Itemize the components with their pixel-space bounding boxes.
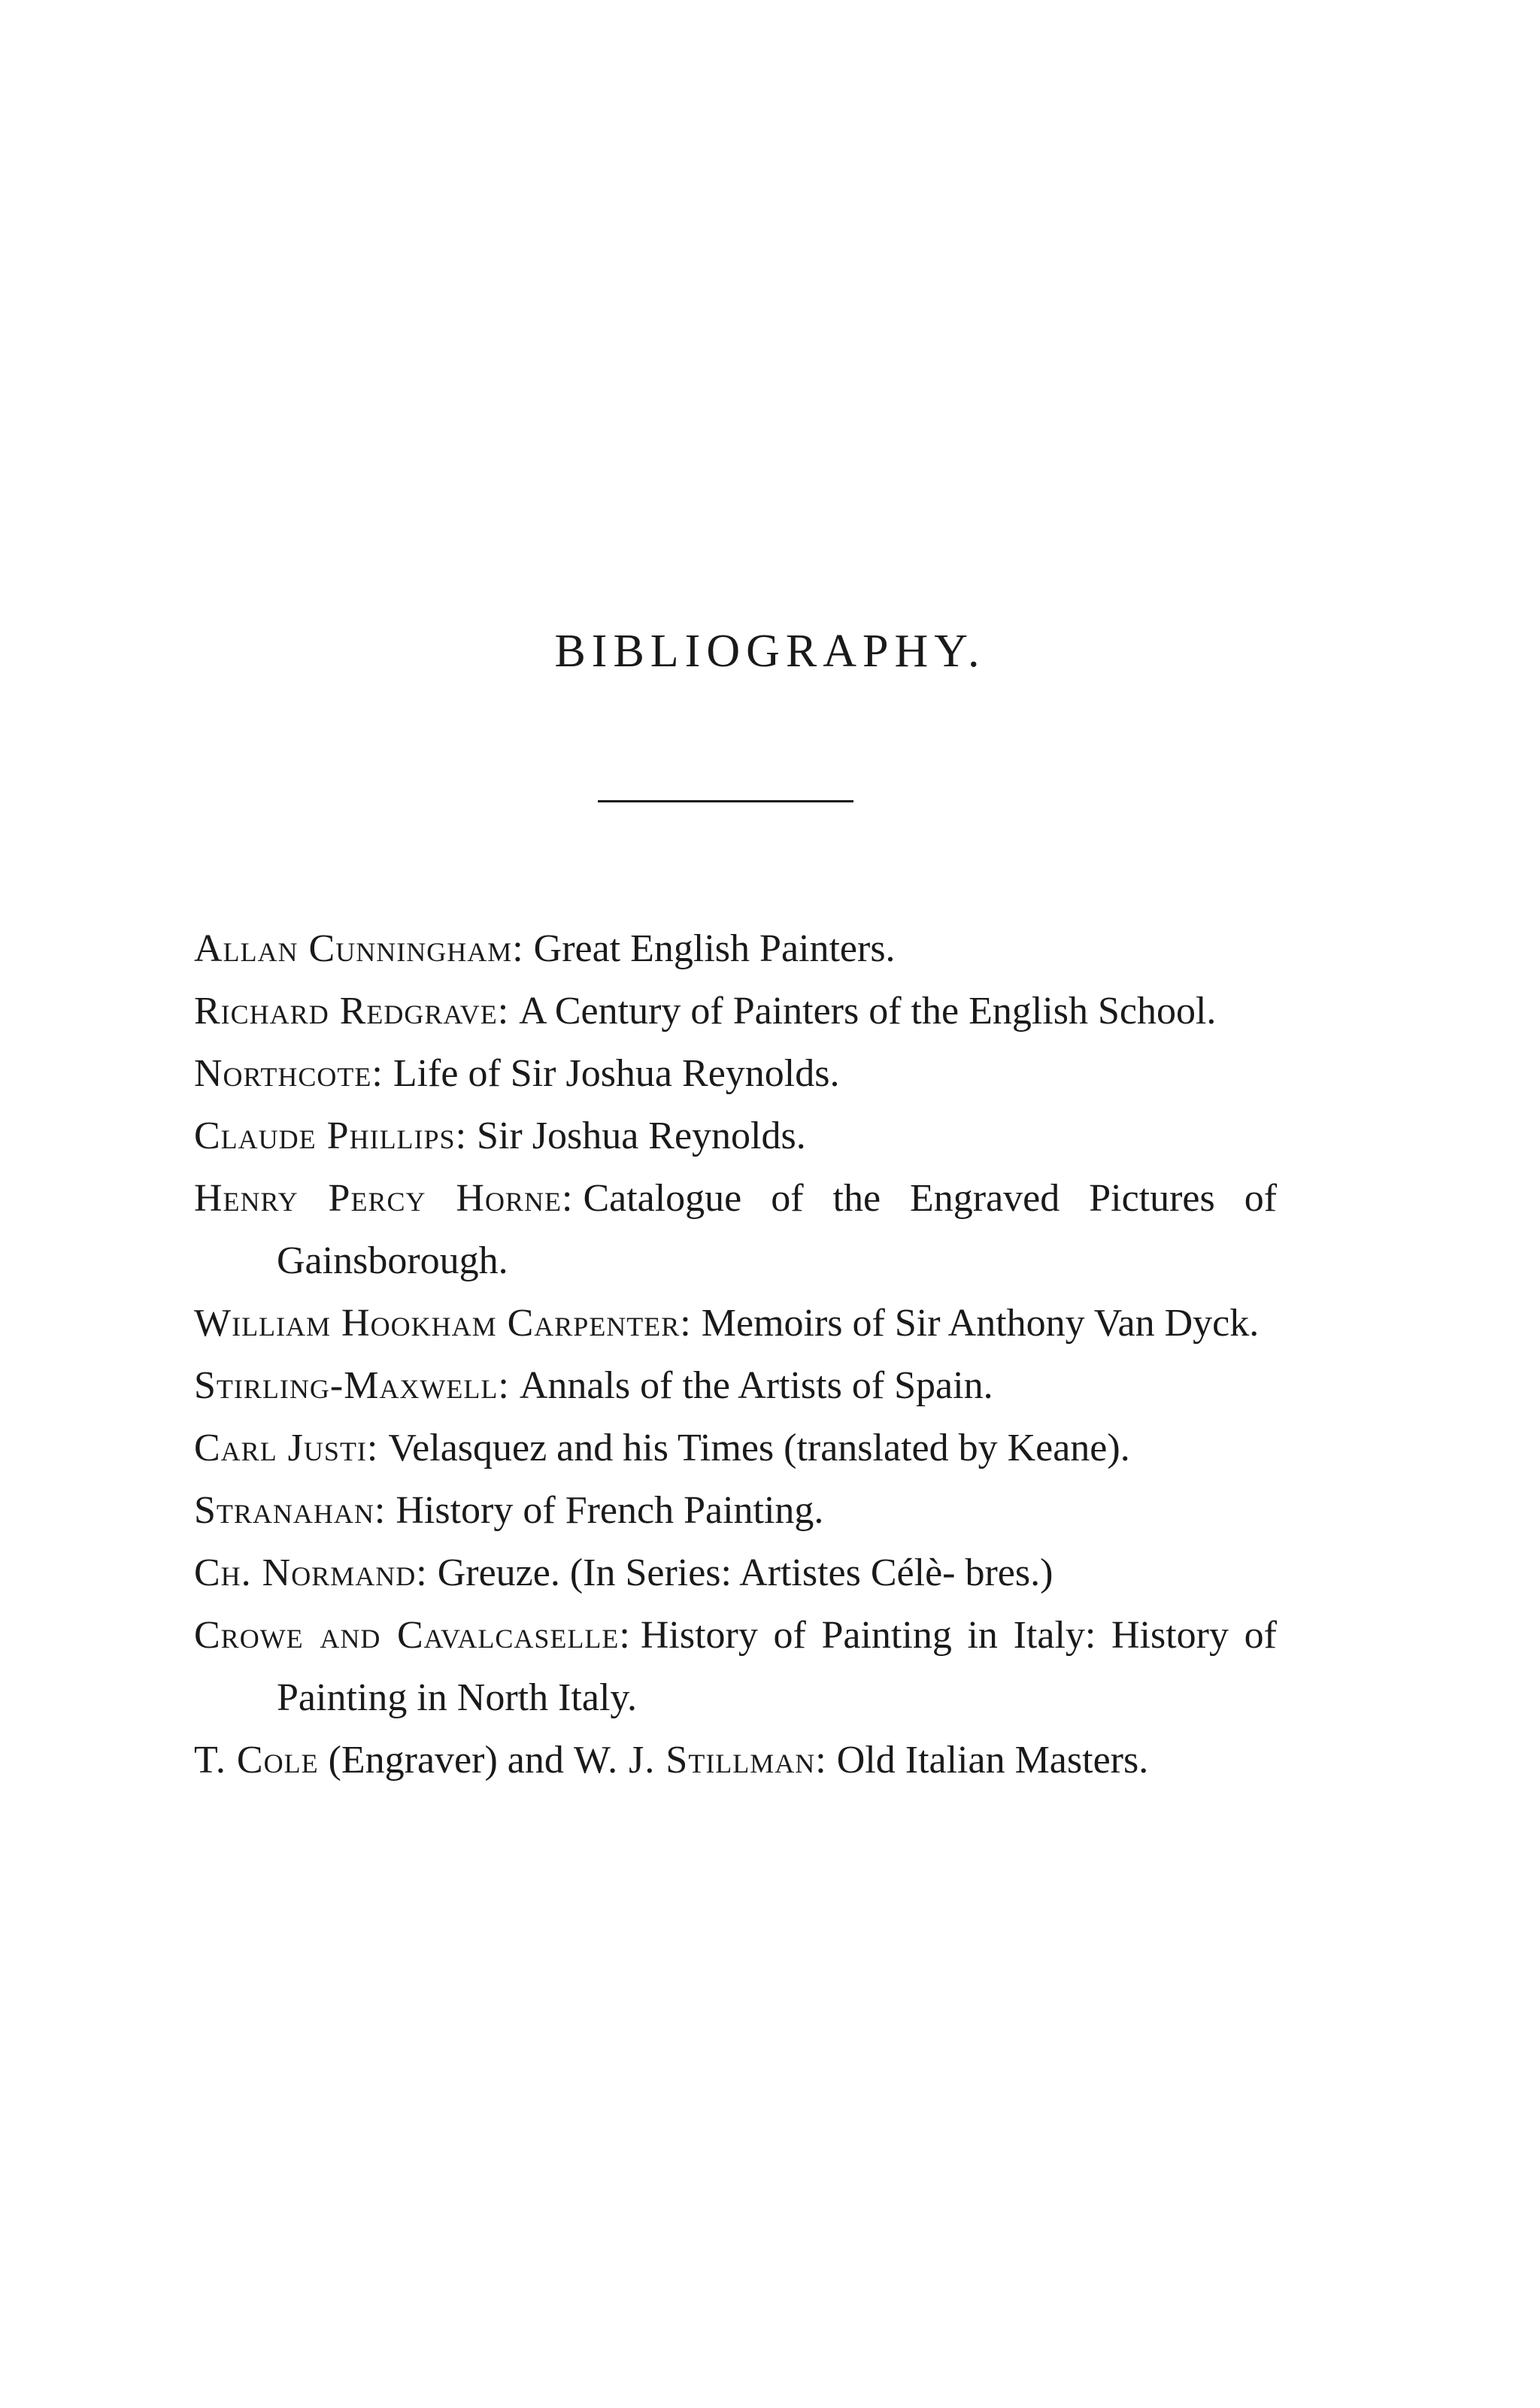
list-item: Carl Justi: Velasquez and his Times (translated by Keane). <box>194 1427 1130 1469</box>
list-item: Allan Cunningham: Great English Painters. <box>194 927 896 970</box>
list-item: Stranahan: History of French Painting. <box>194 1489 824 1532</box>
list-item: Ch. Normand: Greuze. (In Series: Artistes Célè- bres.) <box>194 1551 1053 1594</box>
entry-author: William Hookham Carpenter <box>194 1302 681 1345</box>
bibliography-list <box>194 917 1277 1791</box>
list-item: Henry Percy Horne: Catalogue of the Engraved Pictures of Gainsborough. <box>194 1177 1278 1282</box>
entry-author: Richard Redgrave <box>194 990 498 1033</box>
entry-author: Claude Phillips <box>194 1115 456 1157</box>
entry-connector: (Engraver) and <box>328 1739 564 1782</box>
entry-work: A Century of Painters of the English School. <box>519 990 1217 1033</box>
list-item: William Hookham Carpenter: Memoirs of Sir Anthony Van Dyck. <box>194 1302 1260 1345</box>
entry-work: Old Italian Masters. <box>836 1739 1149 1782</box>
entry-author-second: W. J. Stillman <box>573 1739 816 1782</box>
entry-work: History of French Painting. <box>396 1489 824 1532</box>
entry-author: Stirling-Maxwell <box>194 1364 499 1407</box>
list-item: Crowe and Cavalcaselle: History of Painting in Italy: History of Painting in North Italy. <box>194 1614 1277 1719</box>
entry-work: Sir Joshua Reynolds. <box>477 1115 806 1157</box>
entry-author: Allan Cunningham <box>194 927 513 970</box>
entry-author: Crowe and Cavalcaselle <box>194 1614 620 1657</box>
entry-author: T. Cole <box>194 1739 319 1782</box>
page-title: BIBLIOGRAPHY. <box>554 626 986 677</box>
entry-author: Ch. Normand <box>194 1551 417 1594</box>
title-rule <box>598 800 853 802</box>
entry-work: Velasquez and his Times (translated by Keane). <box>388 1427 1130 1469</box>
list-item: Stirling-Maxwell: Annals of the Artists of Spain. <box>194 1364 993 1407</box>
list-item: T. Cole (Engraver) and W. J. Stillman: Old Italian Masters. <box>194 1739 1149 1782</box>
entry-work: Life of Sir Joshua Reynolds. <box>393 1052 840 1095</box>
list-item: Richard Redgrave: A Century of Painters of the English School. <box>194 990 1217 1033</box>
entry-work: Great English Painters. <box>533 927 896 970</box>
list-item: Claude Phillips: Sir Joshua Reynolds. <box>194 1115 806 1157</box>
entry-author: Stranahan <box>194 1489 374 1532</box>
entry-author: Northcote <box>194 1052 372 1095</box>
entry-work: Greuze. (In Series: Artistes Célè- bres.) <box>437 1551 1053 1594</box>
list-item: Northcote: Life of Sir Joshua Reynolds. <box>194 1052 840 1095</box>
entry-work: History of Painting in Italy: History of Painting in North Italy. <box>277 1614 1277 1719</box>
entry-work: Catalogue of the Engraved Pictures of Gainsborough. <box>277 1177 1278 1282</box>
entry-author: Carl Justi <box>194 1427 367 1469</box>
entry-author: Henry Percy Horne <box>194 1177 562 1220</box>
entry-work: Memoirs of Sir Anthony Van Dyck. <box>701 1302 1260 1345</box>
entry-work: Annals of the Artists of Spain. <box>519 1364 993 1407</box>
